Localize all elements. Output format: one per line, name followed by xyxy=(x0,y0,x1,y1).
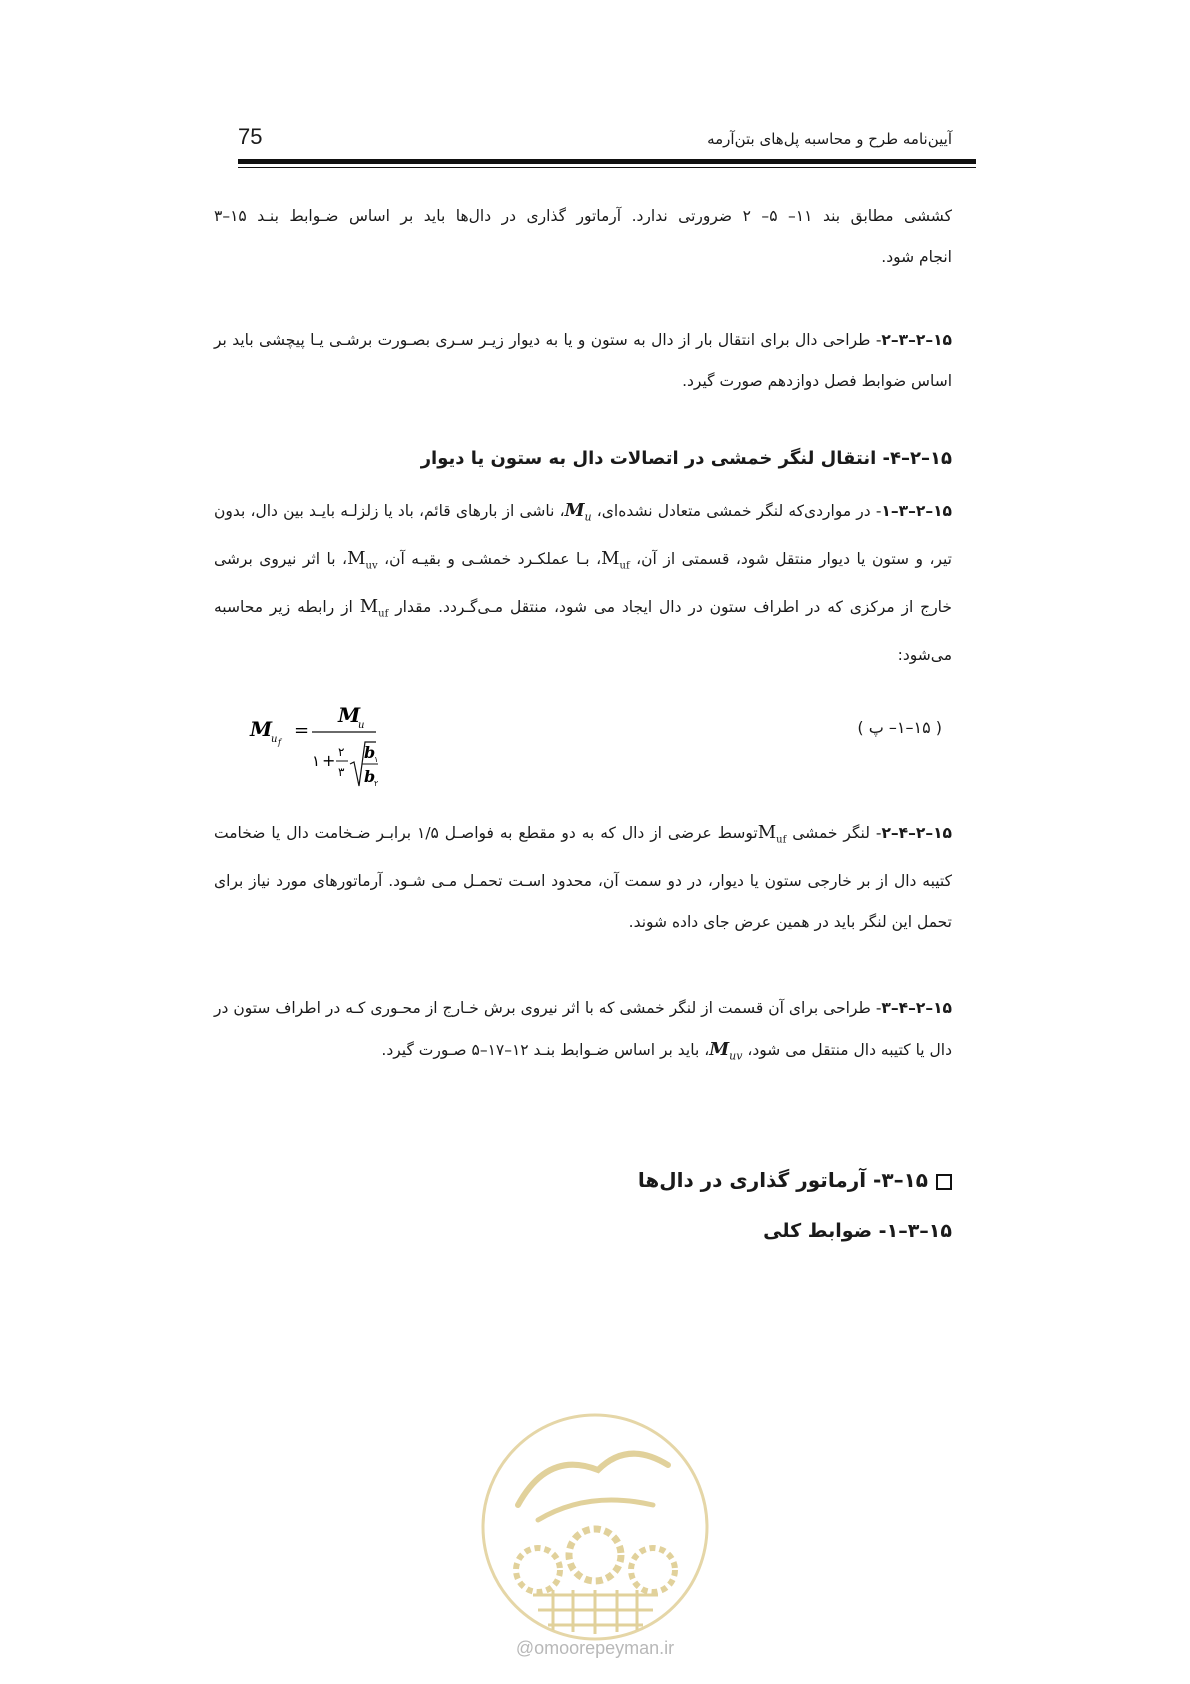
heading-number: ۱۵–۳–۱ xyxy=(886,1220,952,1242)
formula-plus: + xyxy=(322,751,336,770)
formula-numerator-sub: u xyxy=(358,720,365,731)
formula-small-denominator: ۳ xyxy=(338,765,345,779)
paragraph-line: انجام شود. xyxy=(881,248,952,266)
clause-number: ۱۵–۲–۴–۲ xyxy=(881,824,953,842)
heading-text: - انتقال لنگر خمشی در اتصالات دال به ستون یا دیوار xyxy=(420,448,891,469)
header-rule-thick xyxy=(238,159,976,164)
clause-15-2-3-2 xyxy=(214,320,952,402)
clause-15-2-3-1 xyxy=(214,490,952,676)
symbol-muf: $M_{uf}$ xyxy=(757,822,787,846)
symbol-muf: $M_{uf}$ xyxy=(601,547,630,572)
clause-text: ، ناشی از بارهای قائم، باد یا زلزلـه بایـد بین دال، بدون تیر، و ستون یا دیوار منتقل شود، قسمتی از آن، xyxy=(214,502,952,568)
clause-text: از رابطه زیر محاسبه می‌شود: xyxy=(214,598,952,664)
clause-text: - لنگر خمشی xyxy=(786,824,882,842)
section-heading-15-2-4 xyxy=(421,448,952,469)
symbol-muv: $M_{uv}$ xyxy=(347,547,378,572)
formula-b1-sub: ۱ xyxy=(374,755,379,764)
equation-number: ( ۱۵–۱– پ ) xyxy=(857,718,942,737)
header-rule-thin xyxy=(238,167,976,168)
clause-text: ، با اثر نیروی برشی خارج از مرکزی که در اطراف ستون در دال ایجاد می شود، منتقل مـی‌گـردد. مقدار xyxy=(214,549,952,617)
clause-15-2-4-2 xyxy=(214,812,952,943)
clause-15-2-4-3 xyxy=(214,988,952,1077)
section-heading-15-3 xyxy=(638,1168,952,1192)
clause-text: - طراحی دال برای انتقال بار از دال به ستون و یا به دیوار زیـر سـری بصـورت برشـی یـا پیچشی باید بر اساس ضوابط فصل دوازدهم صورت گیرد. xyxy=(214,331,952,390)
formula-lhs-subsub: f xyxy=(278,738,281,747)
clause-text: ، باید بر اساس ضـوابط بنـد ۱۲–۱۷–۵ صـورت گیرد. xyxy=(381,1041,710,1059)
paragraph-line: کششی مطابق بند ۱۱– ۵– ۲ ضرورتی ندارد. آرماتور گذاری در دال‌ها باید بر اساس ضـوابط بنـد ۱۵–۳ xyxy=(214,207,953,225)
heading-number: ۱۵–۳ xyxy=(881,1168,928,1192)
running-header-title: آیین‌نامه طرح و محاسبه پل‌های بتن‌آرمه xyxy=(707,130,952,148)
formula-15-1-p xyxy=(248,700,428,800)
heading-text: - آرماتور گذاری در دال‌ها xyxy=(637,1168,882,1192)
paragraph-continuation xyxy=(214,196,952,278)
page-number: 75 xyxy=(238,124,263,149)
symbol-muv: $M_{uv}$ xyxy=(709,1039,743,1063)
checkbox-square-icon xyxy=(936,1174,952,1190)
formula-equals: = xyxy=(294,720,310,741)
website-watermark: @omoorepeyman.ir xyxy=(515,1638,675,1658)
formula-numerator: M xyxy=(338,703,361,727)
formula-small-numerator: ۲ xyxy=(338,745,345,759)
formula-b2: b xyxy=(364,767,376,786)
formula-b2-sub: ۲ xyxy=(374,779,379,788)
formula-lhs-sub: u xyxy=(271,734,278,745)
clause-text: ، بـا عملکـرد خمشـی و بقیـه آن، xyxy=(377,549,602,568)
section-heading-15-3-1 xyxy=(763,1220,952,1242)
formula-one: ۱ xyxy=(312,752,321,770)
clause-text: - طراحی برای آن قسمت از لنگر خمشی که با اثر نیروی برش خـارج از محـوری کـه در اطراف ستون در دال یا کتیبه دال منتقل می شود، xyxy=(214,999,952,1059)
clause-text: - در مواردی‌که لنگر خمشی متعادل نشده‌ای، xyxy=(591,502,882,520)
formula-lhs: M xyxy=(250,717,273,741)
clause-text: توسط عرضی از دال که به دو مقطع به فواصـل ۱/۵ برابـر ضـخامت دال یا ضخامت کتیبه دال از بر خارجی ستون یا دیوار، در دو سمت آن، محدود اسـت تحمـل مـی شـود. آرماتورهای مورد نیاز برای تحمل این لنگر باید در همین عرض جای داده شوند. xyxy=(214,824,952,931)
formula-b1: b xyxy=(364,743,376,762)
symbol-muf: $M_{uf}$ xyxy=(359,596,389,620)
symbol-mu: $M_u$ xyxy=(564,500,592,524)
watermark-seal-logo xyxy=(478,1410,712,1644)
heading-number: ۱۵–۲–۴ xyxy=(890,448,952,469)
clause-number: ۱۵–۲–۳–۱ xyxy=(881,502,952,520)
clause-number: ۱۵–۲–۴–۳ xyxy=(881,999,952,1017)
clause-number: ۱۵–۲–۳–۲ xyxy=(881,331,952,349)
heading-text: - ضوابط کلی xyxy=(763,1220,887,1242)
